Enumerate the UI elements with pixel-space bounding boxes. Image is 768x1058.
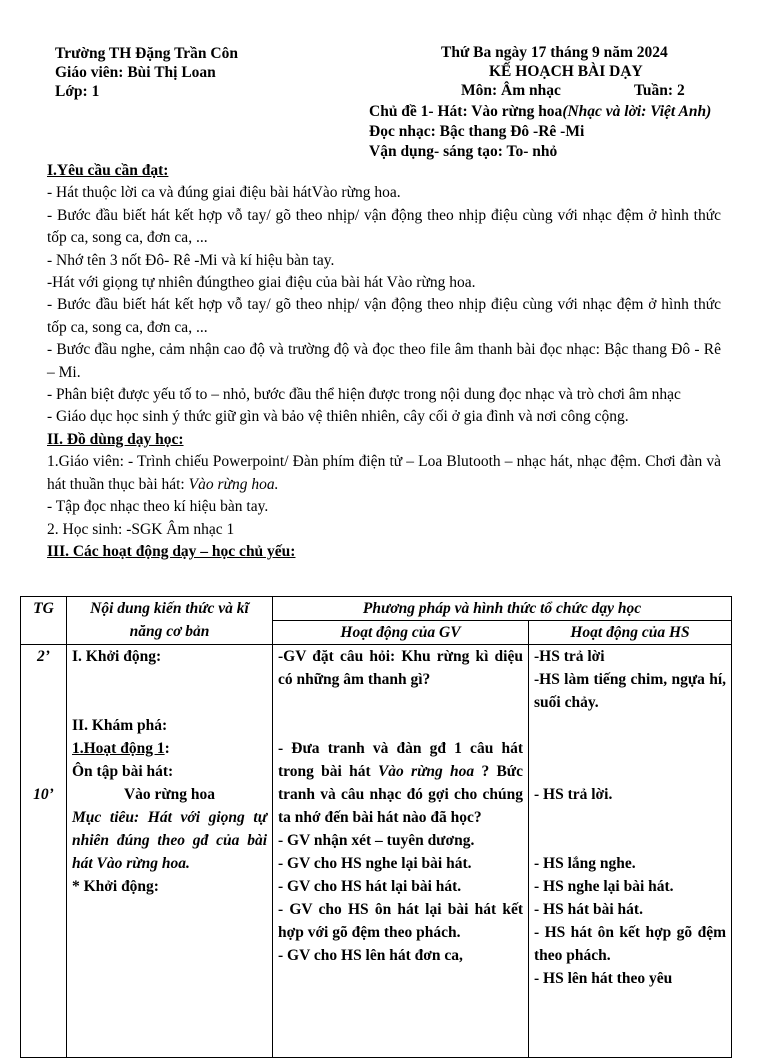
header-method: Phương pháp và hình thức tổ chức dạy học: [273, 597, 732, 621]
hs-step-1: - HS trả lời.: [534, 786, 613, 803]
topic-credit: (Nhạc và lời: Việt Anh): [562, 103, 712, 120]
header-left: [55, 44, 238, 101]
header-content: Nội dung kiến thức và kĩ năng cơ bản: [67, 597, 273, 645]
class-name: Lớp: 1: [55, 83, 100, 100]
content-review: Ôn tập bài hát:: [72, 763, 174, 780]
materials-song: Vào rừng hoa.: [188, 475, 279, 493]
gv-step-4: - GV cho HS hát lại bài hát.: [278, 878, 462, 895]
time-r1: 2’: [37, 648, 50, 665]
hs-step-4: - HS hát bài hát.: [534, 901, 643, 918]
gv-step-6: - GV cho HS lên hát đơn ca,: [278, 947, 463, 964]
section-activities-title: III. Các hoạt động dạy – học chủ yếu:: [47, 542, 296, 560]
gv-step-1: [278, 737, 523, 829]
content-cell: [67, 645, 273, 1058]
materials-teacher: [47, 451, 721, 496]
hs-step-5: - HS hát ôn kết hợp gõ đệm theo phách.: [534, 924, 726, 964]
table-header-row: [21, 597, 732, 621]
topic-block: [369, 102, 711, 162]
requirement-item: - Bước đầu biết hát kết hợp vỗ tay/ gõ theo nhịp/ vận động theo nhịp điệu cùng với nhạc đệm ở hình thức tốp ca, song ca, đơn ca, ...: [47, 296, 721, 336]
section-materials-title: II. Đồ dùng dạy học:: [47, 430, 184, 448]
requirement-item: - Hát thuộc lời ca và đúng giai điệu bài hátVào rừng hoa.: [47, 184, 401, 202]
subject-label: Môn: Âm nhạc: [461, 82, 561, 99]
gv-step-1-song: Vào rừng hoa: [377, 763, 475, 780]
gv-cell: [273, 645, 529, 1058]
requirement-item: -Hát với giọng tự nhiên đúngtheo giai điệu của bài hát Vào rừng hoa.: [47, 274, 476, 292]
content-goal: Mục tiêu: Hát với giọng tự nhiên đúng theo gđ của bài hát Vào rừng hoa.: [72, 809, 267, 872]
table-row: [21, 645, 732, 1058]
gv-step-1-text: - Đưa tranh và đàn gđ 1 câu hát trong bài hát: [278, 740, 523, 780]
time-r2: 10’: [33, 786, 54, 803]
gv-question: -GV đặt câu hỏi: Khu rừng kì diệu có những âm thanh gì?: [278, 648, 523, 688]
materials-teacher-extra: - Tập đọc nhạc theo kí hiệu bàn tay.: [47, 498, 269, 516]
gv-step-1-question: ? Bức tranh và câu nhạc đó gợi cho chúng ta nhớ đến bài hát nào đã học?: [278, 763, 523, 826]
teacher-name: Giáo viên: Bùi Thị Loan: [55, 64, 216, 81]
requirement-item: - Giáo dục học sinh ý thức giữ gìn và bảo vệ thiên nhiên, cây cối ở gia đình và nơi công cộng.: [47, 408, 629, 426]
activities-table: [20, 596, 732, 1058]
reading-line: Đọc nhạc: Bậc thang Đô -Rê -Mi: [369, 123, 585, 140]
hs-cell: [529, 645, 732, 1058]
header-tg: TG: [21, 597, 67, 645]
activity-title: 1.Hoạt động 1: [72, 740, 165, 757]
header-hs: Hoạt động của HS: [529, 621, 732, 645]
topic-line: [369, 102, 711, 122]
requirement-item: - Nhớ tên 3 nốt Đô- Rê -Mi và kí hiệu bàn tay.: [47, 251, 335, 269]
week-label: Tuần: 2: [634, 82, 685, 99]
content-warmup: I. Khởi động:: [72, 648, 162, 665]
hs-sounds: -HS làm tiếng chim, ngựa hí, suối chảy.: [534, 671, 726, 711]
requirement-item: - Bước đầu biết hát kết hợp vỗ tay/ gõ theo nhịp/ vận động theo nhịp điệu cùng với nhạc đệm ở hình thức tốp ca, song ca, đơn ca, ...: [47, 206, 721, 247]
hs-step-3: - HS nghe lại bài hát.: [534, 878, 674, 895]
requirement-item: - Phân biệt được yếu tố to – nhỏ, bước đầu thể hiện được trong nội dung đọc nhạc và trò chơi âm nhạc: [47, 386, 681, 404]
content-warmup-star: * Khởi động:: [72, 878, 159, 895]
materials-teacher-text: 1.Giáo viên: - Trình chiếu Powerpoint/ Đàn phím điện tử – Loa Blutooth – nhạc hát, nhạc đệm. Chơi đàn và hát thuần thục bài hát:: [47, 453, 721, 493]
hs-step-6: - HS lên hát theo yêu: [534, 970, 673, 987]
time-cell: [21, 645, 67, 1058]
gv-step-3: - GV cho HS nghe lại bài hát.: [278, 855, 472, 872]
section-requirements-title: I.Yêu cầu cần đạt:: [47, 162, 169, 179]
requirement-item: - Bước đầu nghe, cảm nhận cao độ và trường độ và đọc theo file âm thanh bài đọc nhạc: Bậc thang Đô - Rê – Mi.: [47, 341, 721, 381]
topic-main: Chủ đề 1- Hát: Vào rừng hoa: [369, 103, 563, 120]
lesson-body: [47, 160, 721, 563]
content-explore: II. Khám phá:: [72, 717, 168, 734]
practice-line: Vận dụng- sáng tạo: To- nhỏ: [369, 143, 558, 160]
hs-answer: -HS trả lời: [534, 648, 605, 665]
header-gv: Hoạt động của GV: [273, 621, 529, 645]
gv-step-2: - GV nhận xét – tuyên dương.: [278, 832, 475, 849]
lesson-date: Thứ Ba ngày 17 tháng 9 năm 2024: [441, 44, 668, 61]
hs-step-2: - HS lắng nghe.: [534, 855, 636, 872]
activity-colon: :: [164, 740, 170, 757]
document-title: KẾ HOẠCH BÀI DẠY: [489, 63, 643, 80]
materials-student: 2. Học sinh: -SGK Âm nhạc 1: [47, 520, 235, 538]
gv-step-5: - GV cho HS ôn hát lại bài hát kết hợp với gõ đệm theo phách.: [278, 901, 523, 941]
school-name: Trường TH Đặng Trần Côn: [55, 45, 238, 62]
content-activity: [72, 737, 267, 760]
content-song: Vào rừng hoa: [123, 786, 216, 803]
